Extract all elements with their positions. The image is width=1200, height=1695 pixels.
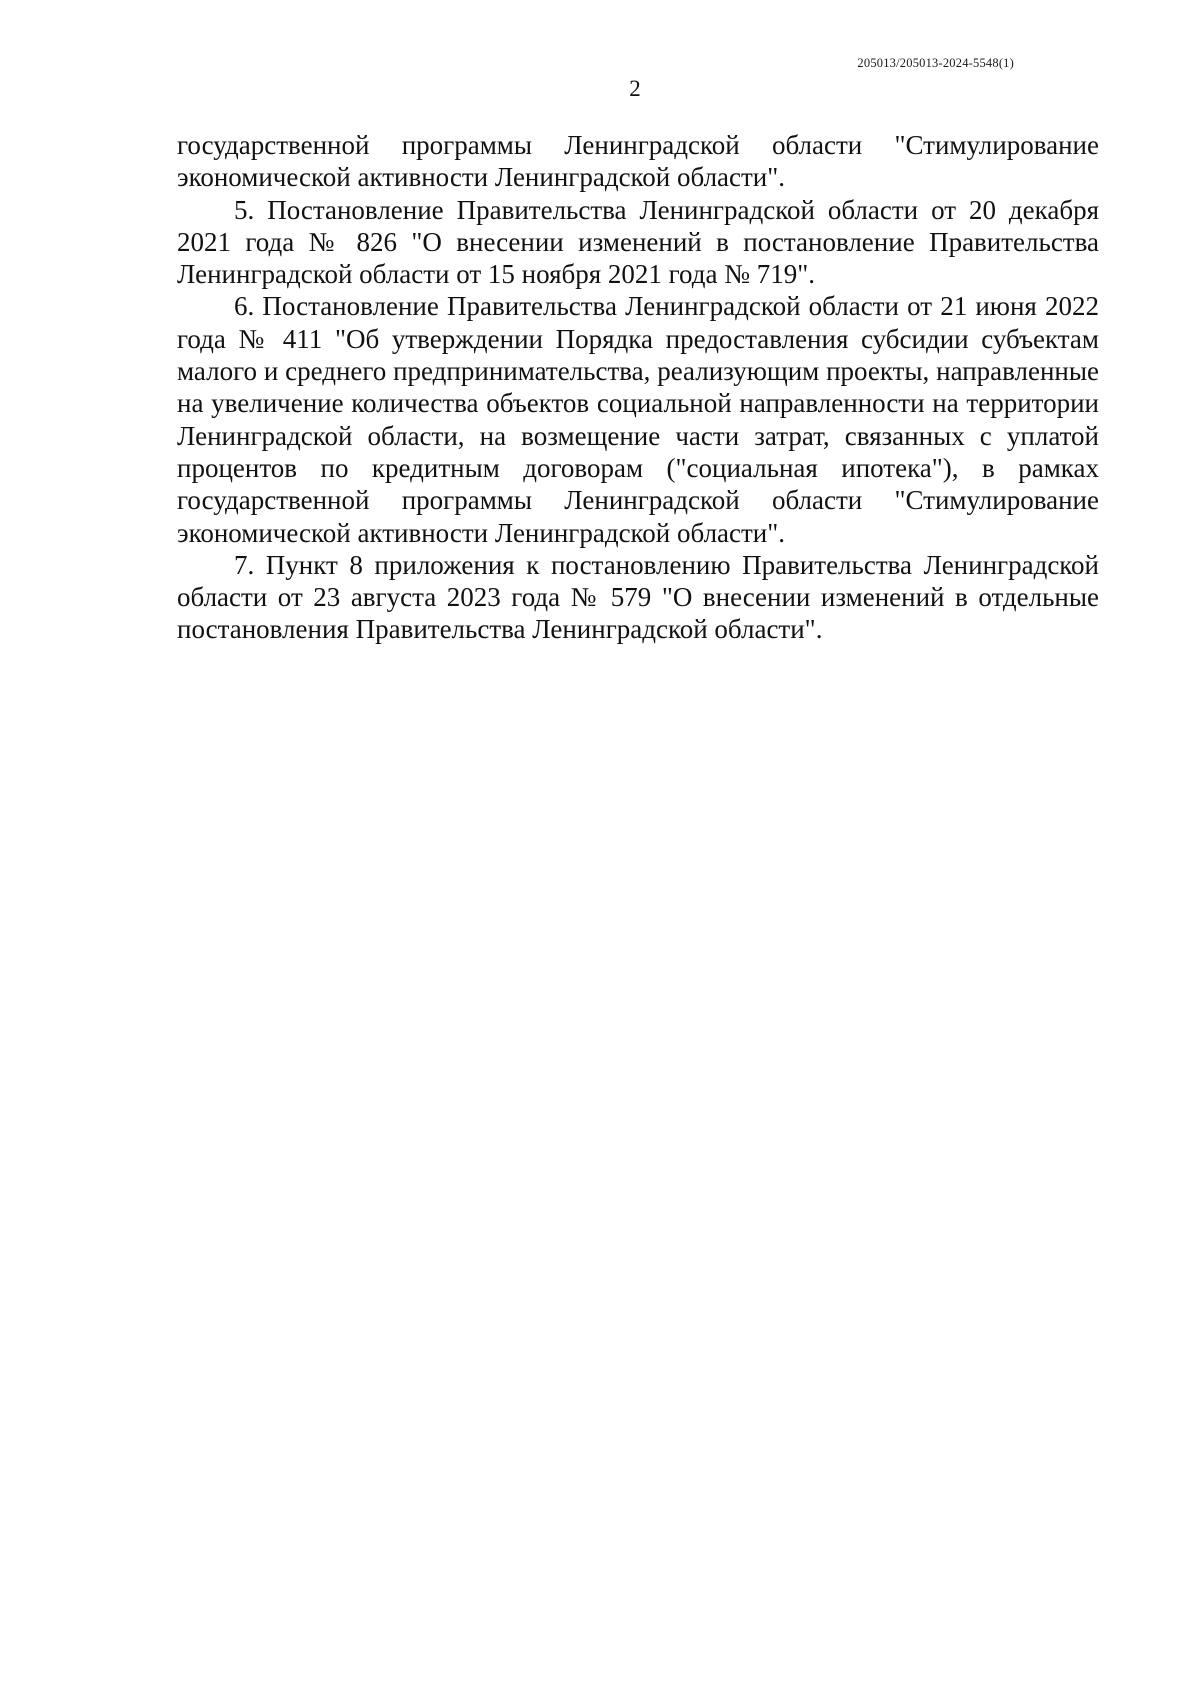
document-registration-code: 205013/205013-2024-5548(1) <box>857 56 1014 70</box>
page-number: 2 <box>629 76 641 101</box>
paragraph-item-7: 7. Пункт 8 приложения к постановлению Правительства Ленинградской области от 23 августа 2023 года № 579 "О внесении изменений в отдельные постановления Правительства Ленинградской области". <box>177 549 1099 645</box>
paragraph-continuation: государственной программы Ленинградской области "Стимулирование экономической активности Ленинградской области". <box>177 130 1099 193</box>
document-body <box>177 129 1099 646</box>
paragraph-item-5: 5. Постановление Правительства Ленинградской области от 20 декабря 2021 года № 826 "О внесении изменений в постановление Правительства Ленинградской области от 15 ноября 2021 года № 719". <box>177 194 1099 290</box>
paragraph-item-6: 6. Постановление Правительства Ленинградской области от 21 июня 2022 года № 411 "Об утверждении Порядка предоставления субсидии субъектам малого и среднего предпринимательства, реализующим проекты, направленные на увеличение количества объектов социальной направленности на территории Ленинградской области, на возмещение части затрат, связанных с уплатой процентов по кредитным договорам ("социальная ипотека"), в рамках государственной программы Ленинградской области "Стимулирование экономической активности Ленинградской области". <box>177 291 1099 548</box>
